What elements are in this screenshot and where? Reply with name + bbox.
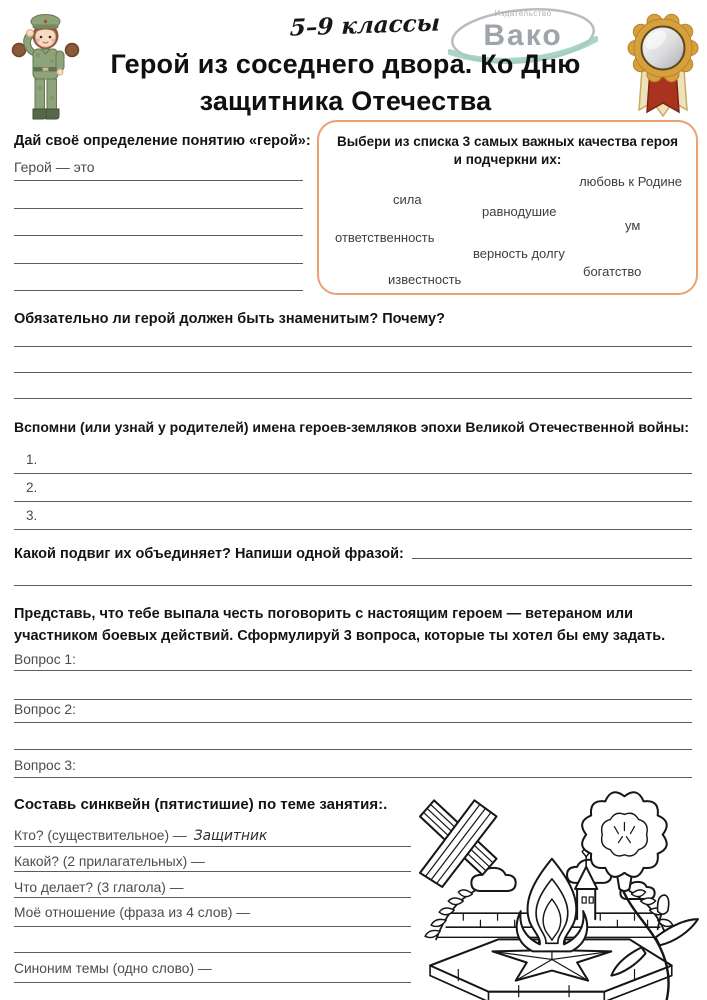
interview-heading: Представь, что тебе выпала честь поговорить с настоящим героем — ветераном или участником боевых действий. Сформулируй 3 вопроса, которые ты хотел бы ему задать. — [14, 606, 666, 644]
hero-item-number: 2. — [26, 480, 38, 495]
answer-line[interactable] — [14, 585, 692, 586]
quality-word[interactable]: равнодушие — [482, 204, 557, 219]
qualities-heading-line2: и подчеркни их: — [453, 152, 562, 167]
page-title-line1: Герой из соседнего двора. Ко Дню — [110, 49, 581, 79]
publisher-small-label: Издательство — [494, 9, 552, 18]
quality-word[interactable]: любовь к Родине — [579, 174, 682, 189]
cinquain-row-label: Что делает? (3 глагола) — — [14, 880, 184, 895]
answer-line[interactable] — [14, 670, 692, 671]
answer-line[interactable] — [14, 846, 411, 847]
answer-line[interactable] — [14, 722, 692, 723]
define-starter-label: Герой — это — [14, 159, 95, 175]
page-title-line2: защитника Отечества — [199, 86, 492, 116]
publisher-name-label: Вако — [483, 19, 563, 52]
cinquain-label-text: Кто? (существительное) — — [14, 828, 187, 843]
cinquain-row-label — [14, 828, 267, 844]
quality-word[interactable]: богатство — [583, 264, 642, 279]
quality-word[interactable]: верность долгу — [473, 246, 565, 261]
hero-item-number: 1. — [26, 452, 38, 467]
qualities-heading-line1: Выбери из списка 3 самых важных качества героя — [337, 134, 678, 149]
medal-icon — [626, 4, 700, 122]
answer-line[interactable] — [14, 346, 692, 347]
answer-line[interactable] — [14, 777, 692, 778]
heroes-heading: Вспомни (или узнай у родителей) имена героев-земляков эпохи Великой Отечественной войны: — [14, 419, 690, 435]
page-title — [58, 46, 633, 120]
question-3-label: Вопрос 3: — [14, 758, 76, 773]
cinquain-heading: Составь синквейн (пятистишие) по теме занятия:. — [14, 796, 388, 813]
answer-line[interactable] — [14, 952, 411, 953]
answer-line[interactable] — [14, 926, 411, 927]
answer-line[interactable] — [14, 372, 692, 373]
quality-word[interactable]: ум — [625, 218, 641, 233]
define-heading: Дай своё определение понятию «герой»: — [14, 133, 311, 149]
quality-word[interactable]: известность — [388, 272, 462, 287]
cinquain-row-label: Моё отношение (фраза из 4 слов) — — [14, 905, 251, 920]
question-2-label: Вопрос 2: — [14, 702, 76, 717]
grade-range-label: 5–9 классы — [289, 9, 441, 42]
hero-item-number: 3. — [26, 508, 38, 523]
answer-line[interactable] — [14, 235, 303, 236]
cinquain-answer-text: Защитник — [193, 828, 268, 844]
answer-line[interactable] — [14, 871, 411, 872]
answer-line[interactable] — [14, 749, 692, 750]
answer-line[interactable] — [14, 501, 692, 502]
answer-line[interactable] — [14, 529, 692, 530]
answer-line[interactable] — [14, 897, 411, 898]
answer-line[interactable] — [14, 982, 411, 983]
qualities-box — [317, 120, 698, 295]
answer-line[interactable] — [14, 290, 303, 291]
memorial-illustration — [418, 786, 707, 1000]
answer-line[interactable] — [412, 543, 692, 559]
famous-heading: Обязательно ли герой должен быть знаменитым? Почему? — [14, 311, 445, 327]
question-1-label: Вопрос 1: — [14, 652, 76, 667]
cinquain-row-label: Какой? (2 прилагательных) — — [14, 854, 205, 869]
answer-line[interactable] — [14, 699, 692, 700]
feat-prompt-row — [14, 543, 692, 562]
answer-line[interactable] — [14, 208, 303, 209]
qualities-heading — [319, 133, 696, 169]
answer-line[interactable] — [14, 180, 303, 181]
feat-prompt-label: Какой подвиг их объединяет? Напиши одной фразой: — [14, 546, 404, 562]
quality-word[interactable]: сила — [393, 192, 422, 207]
cinquain-row-label: Синоним темы (одно слово) — — [14, 961, 212, 976]
answer-line[interactable] — [14, 398, 692, 399]
answer-line[interactable] — [14, 473, 692, 474]
quality-word[interactable]: ответственность — [335, 230, 435, 245]
answer-line[interactable] — [14, 263, 303, 264]
